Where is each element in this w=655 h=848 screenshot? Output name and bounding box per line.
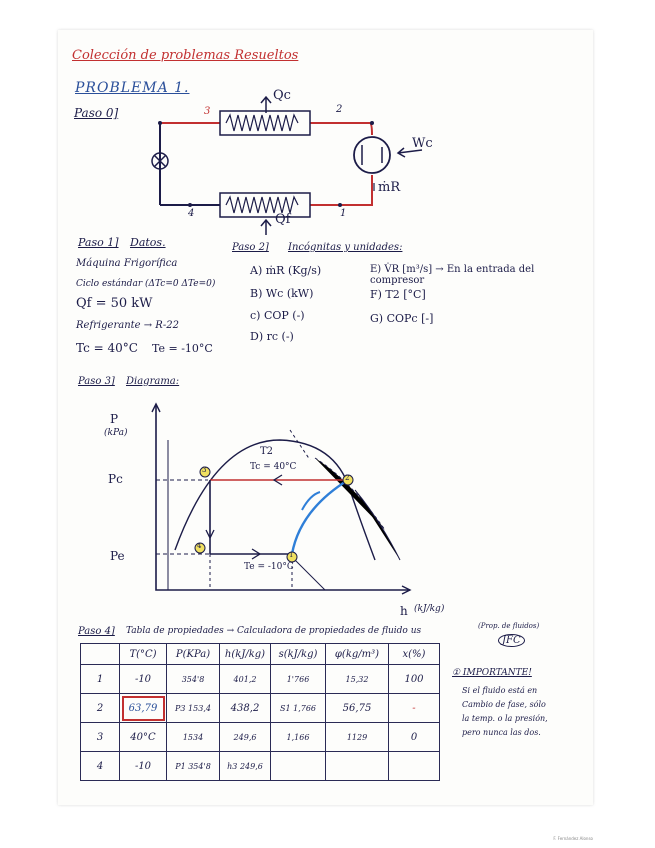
- p-axis-unit: (kPa): [104, 428, 128, 438]
- table-row: [81, 694, 440, 723]
- important-title: ① IMPORTANTE!: [452, 668, 532, 678]
- table-cell: 0: [389, 723, 440, 752]
- node-1-label: 1: [340, 208, 347, 219]
- data-line-3: Qf = 50 kW: [76, 296, 153, 311]
- collection-title: Colección de problemas Resueltos: [72, 48, 299, 63]
- table-cell: 56,75: [326, 694, 389, 723]
- table-cell-highlight: 63,79: [120, 694, 167, 723]
- table-cell: 249,6: [220, 723, 271, 752]
- qc-label: Qc: [273, 88, 291, 103]
- header-cell-x: x(%): [389, 644, 440, 665]
- table-cell: 1'766: [271, 665, 326, 694]
- t2-label: T2: [260, 446, 274, 457]
- step4-label: Paso 4]: [78, 626, 115, 637]
- qf-label: Qf: [275, 212, 291, 227]
- header-cell-index: [81, 644, 120, 665]
- step3-label: Paso 3]: [78, 376, 115, 387]
- step3-heading: Diagrama:: [126, 376, 180, 387]
- header-cell-s: s(kJ/kg): [271, 644, 326, 665]
- unknown-b: B) Wc (kW): [250, 287, 314, 300]
- table-row: [81, 665, 440, 694]
- point-2: 2: [345, 474, 350, 482]
- table-cell: 401,2: [220, 665, 271, 694]
- table-cell: [389, 752, 440, 781]
- tc-line-label: Tc = 40°C: [250, 462, 297, 472]
- table-cell: 100: [389, 665, 440, 694]
- step2-heading: Incógnitas y unidades:: [288, 242, 403, 253]
- important-line-1: Si el fluido está en: [462, 686, 538, 695]
- unknown-f: F) T2 [°C]: [370, 288, 426, 301]
- table-cell: [326, 752, 389, 781]
- fluid-props-note: (Prop. de fluidos): [478, 622, 540, 630]
- step2-label: Paso 2]: [232, 242, 269, 253]
- node-2-label: 2: [336, 104, 343, 115]
- table-cell: 4: [81, 752, 120, 781]
- data-line-4: Refrigerante → R-22: [76, 320, 179, 331]
- p-axis-label: P: [110, 412, 119, 426]
- footer-signature: F. Fernández Alonso: [553, 836, 593, 841]
- table-cell: S1 1,766: [271, 694, 326, 723]
- table-header-row: [81, 644, 440, 665]
- h-axis-unit: (kJ/kg): [414, 604, 445, 614]
- mr-label: ṁR: [378, 180, 401, 195]
- table-cell: h3 249,6: [220, 752, 271, 781]
- wc-label: Wc: [412, 136, 433, 151]
- table-cell: 2: [81, 694, 120, 723]
- table-cell: 354'8: [167, 665, 220, 694]
- unknown-a: A) ṁR (Kg/s): [250, 264, 322, 277]
- step1-label: Paso 1]: [78, 236, 119, 249]
- node-4-label: 4: [188, 208, 195, 219]
- header-cell-h: h(kJ/kg): [220, 644, 271, 665]
- table-cell: 438,2: [220, 694, 271, 723]
- unknown-g: G) COPc [-]: [370, 312, 434, 325]
- point-1: 1: [289, 551, 294, 559]
- data-line-1: Máquina Frigorífica: [76, 258, 178, 269]
- table-cell: 1: [81, 665, 120, 694]
- data-line-2: Ciclo estándar (ΔTc=0 ΔTe=0): [76, 279, 216, 289]
- table-cell: -10: [120, 752, 167, 781]
- header-cell-rho: φ(kg/m³): [326, 644, 389, 665]
- te-value: Te = -10°C: [152, 342, 213, 355]
- jfc-logo: JFC: [498, 634, 525, 647]
- tc-value: Tc = 40°C: [76, 341, 138, 355]
- unknown-d: D) rc (-): [250, 330, 294, 343]
- table-cell: 40°C: [120, 723, 167, 752]
- header-cell-t: T(°C): [120, 644, 167, 665]
- node-3-label: 3: [204, 106, 211, 117]
- point-3: 3: [202, 466, 207, 474]
- important-line-2: Cambio de fase, sólo: [462, 700, 546, 709]
- step0-label: Paso 0]: [74, 106, 119, 120]
- h-axis-label: h: [400, 604, 408, 618]
- table-row: [81, 723, 440, 752]
- unknown-e: E) V̇R [m³/s] → En la entrada del compresor: [370, 264, 535, 286]
- te-line-label: Te = -10°C: [244, 562, 294, 572]
- properties-table: [80, 643, 440, 781]
- important-line-4: pero nunca las dos.: [462, 728, 541, 737]
- pc-label: Pc: [108, 472, 123, 486]
- point-4: 4: [197, 542, 202, 550]
- step4-heading: Tabla de propiedades → Calculadora de propiedades de fluido us: [126, 626, 422, 636]
- header-cell-p: P(KPa): [167, 644, 220, 665]
- pe-label: Pe: [110, 549, 125, 563]
- table-cell: P3 153,4: [167, 694, 220, 723]
- table-cell: [271, 752, 326, 781]
- table-cell: -10: [120, 665, 167, 694]
- table-cell: 3: [81, 723, 120, 752]
- table-cell: 15,32: [326, 665, 389, 694]
- unknown-c: c) COP (-): [250, 309, 305, 322]
- table-cell: 1534: [167, 723, 220, 752]
- table-cell: -: [389, 694, 440, 723]
- table-cell: 1,166: [271, 723, 326, 752]
- table-cell: 1129: [326, 723, 389, 752]
- table-cell: P1 354'8: [167, 752, 220, 781]
- ph-diagram: [140, 400, 460, 610]
- important-line-3: la temp. o la presión,: [462, 714, 548, 723]
- table-row: [81, 752, 440, 781]
- step1-heading: Datos.: [130, 236, 166, 249]
- problem-heading: PROBLEMA 1.: [75, 80, 190, 96]
